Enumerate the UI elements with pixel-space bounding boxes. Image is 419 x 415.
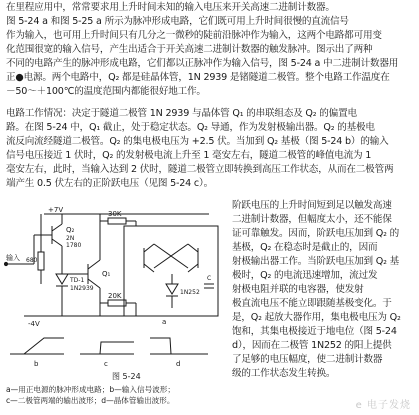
label-c: c — [104, 360, 108, 368]
label-1n252: 1N252 — [180, 289, 200, 296]
figure-notes-line-1: a—用正电源的脉冲形成电路；b—输入信号波形； — [6, 385, 175, 394]
label-cap: C — [207, 275, 212, 282]
right-column-line-3: 证可靠触发。因而，阶跃电压加到 Q₂ 的 — [232, 228, 399, 239]
waveform-c — [80, 342, 134, 354]
paragraph2-line-6: 端产生 0.5 伏左右的正阶跃电压（见图 5-24 c）。 — [6, 178, 213, 189]
label-680: 680 — [26, 257, 38, 264]
right-column-line-1: 阶跃电压的上升时间短到足以触发高速 — [232, 200, 392, 211]
right-column-line-7: 射极电阻并联的电容器，使发射 — [232, 284, 364, 295]
paragraph2-line-5: 毫安左右，此时，当输入达到 2 伏时，隧道二极管立即转换到高压工作状态，从而在二极管两 — [6, 164, 394, 175]
paragraph1-line-1: 在里程应用中，常常要求用上升时间未知的输入电压来开关高速二进制计数器。 — [6, 2, 335, 13]
counter-stage-box — [124, 226, 218, 316]
diode-1n252-symbol — [166, 284, 178, 294]
label-20k: 20K — [108, 292, 122, 300]
figure-notes-line-2: c—二极管两端的输出波形；d—晶体管输出波形。 — [6, 395, 175, 405]
label-q1: Q₁ — [102, 270, 111, 278]
label-b: b — [34, 360, 39, 368]
right-column-line-8: 极直流电压不能立即跟随基极变化。于 — [232, 298, 392, 309]
label-td: TD-1 — [70, 277, 85, 284]
paragraph1-line-5: 不同的电路产生的脉冲形成电路，它们都以正脉冲作为输入信号，图 5-24 a 中二进制计数器用 — [6, 58, 399, 69]
q2-emitter-lead — [52, 239, 62, 246]
right-column-line-13: 级的工作状态发生转换。 — [232, 368, 336, 379]
resistor-30k — [108, 218, 126, 224]
paragraph1-line-3: 作为输入，也可用上升时间只有几分之一微秒的陡前沿脉冲作为输入，这两个电路都可用变 — [6, 30, 382, 41]
label-d: d — [176, 360, 181, 368]
paragraph1-line-4: 化范围很宽的输入信号，产生出适合于开关高速二进制计数器的触发脉冲。图示出了两种 — [6, 44, 373, 55]
label-neg4v: -4V — [28, 320, 40, 328]
label-30k: 30K — [108, 210, 122, 218]
label-1n2939: 1N2939 — [70, 285, 94, 292]
paragraph2-line-4: 信号电压接近 1 伏时，Q₂ 的发射极电流上升至 1 毫安左右，隧道二极管的峰值电流为 1 — [6, 150, 372, 161]
right-column-line-5: 射极输出器工作。当阶跃电压加到 Q₂ 基 — [232, 256, 399, 267]
q2-collector-lead — [52, 224, 62, 231]
waveform-b — [10, 338, 64, 354]
right-column-line-4: 基极，Q₂ 在稳态时是截止的，因而 — [232, 242, 378, 253]
label-q2: Q₂ — [66, 226, 75, 234]
paragraph2-line-2: 路。在图 5-24 中，Q₁ 截止，处于稳定状态。Q₂ 导通，作为发射极输出器。Q₂ 的基极电 — [6, 122, 375, 133]
right-column-line-12: 了足够的电压幅度，使二进制计数器 — [232, 354, 383, 365]
label-1780: 1780 — [66, 242, 82, 249]
figure-caption: 图 5-24 — [112, 372, 141, 381]
right-column-line-2: 二进制计数器，但幅度太小，还不能保 — [232, 214, 392, 225]
right-column-line-6: 极时，Q₂ 的电流迅速增加，流过发 — [232, 270, 378, 281]
paragraph1-line-2: 图 5-24 a 和图 5-25 a 所示为脉冲形成电路，它们既可用上升时间很慢的直流信号 — [6, 16, 349, 27]
watermark: e 电子发烧 — [355, 400, 411, 411]
label-input: 输入 — [6, 254, 20, 262]
label-plus7v: +7V — [48, 206, 64, 214]
waveform-d — [150, 338, 208, 354]
paragraph2-line-1: 电路工作情况：决定于隧道二极管 1N 2939 与晶体管 Q₁ 的串联组态及 Q₂ 的偏置电 — [6, 108, 357, 119]
label-a: a — [162, 318, 167, 326]
right-column-line-10: 饱和，其集电极接近于地电位（图 5-24 — [232, 326, 397, 337]
paragraph1-line-7: －50～＋100℃的温度范围内都能很好地工作。 — [6, 86, 206, 97]
right-column-line-11: d），因而在二极管 1N252 的阳上提供 — [232, 340, 392, 351]
tunnel-diode-symbol — [56, 274, 68, 284]
paragraph1-line-6: 正●电源。两个电路中，Q₂ 都是硅晶体管，1N 2939 是锗隧道二极管。整个电路工作温度在 — [6, 72, 390, 83]
figure-notes — [6, 385, 175, 406]
right-column-line-9: 是，Q₂ 起放大器作用，集电极电压为 Q₂ — [232, 312, 401, 323]
resistor-20k — [108, 300, 126, 306]
label-2n: 2N — [66, 235, 75, 242]
circuit-figure — [4, 204, 230, 370]
paragraph2-line-3: 流反向流经隧道二极管。Q₂ 的集电极电压为 +2.5 伏。当加到 Q₂ 基极（图 5-24 b）的输入 — [6, 136, 389, 147]
resistor-680 — [38, 252, 44, 270]
